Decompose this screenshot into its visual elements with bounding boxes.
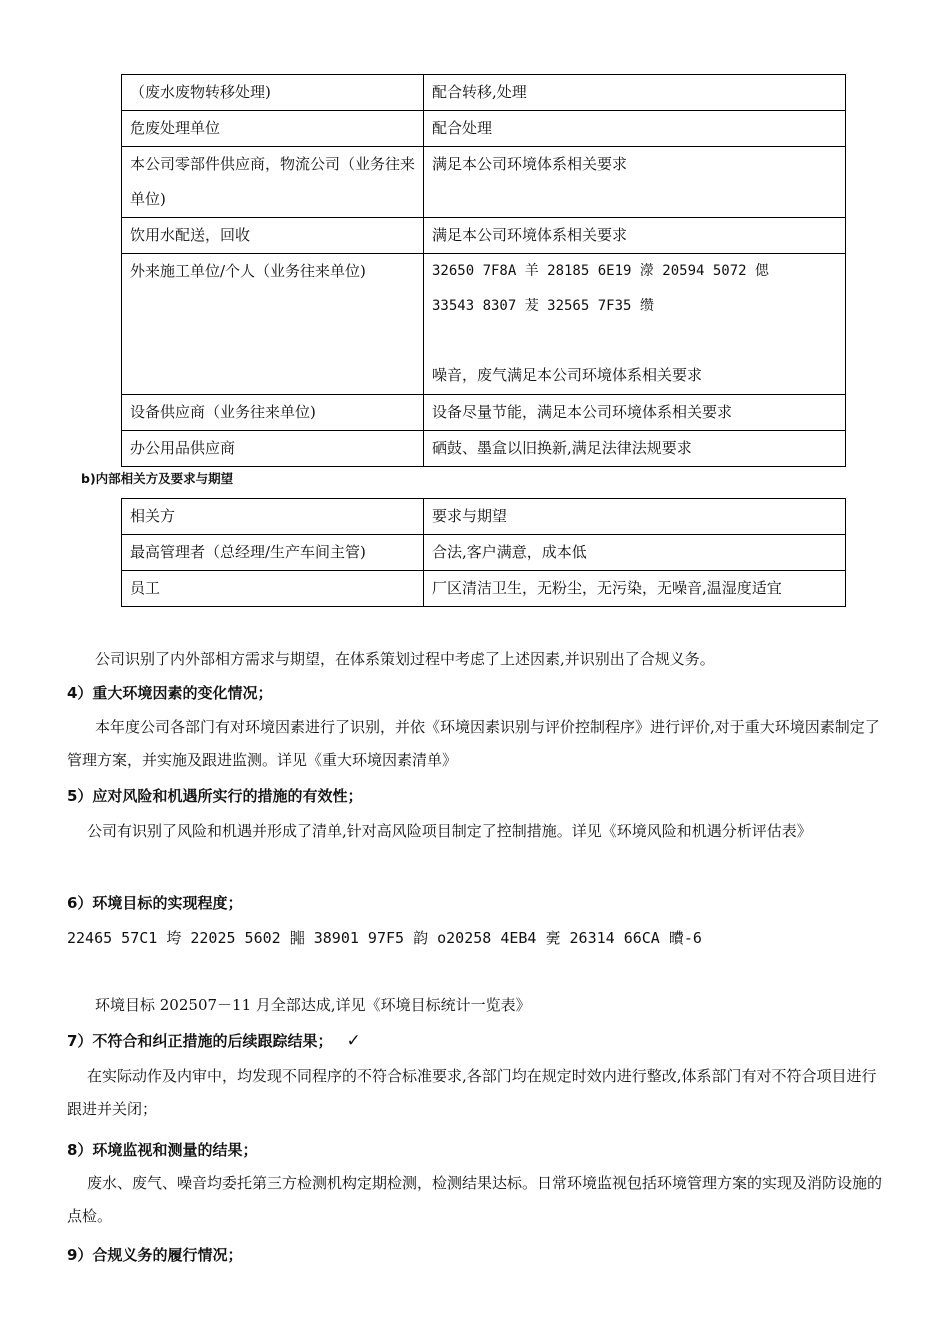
requirement-cell: 配合处理: [424, 111, 846, 147]
section-body: 本年度公司各部门有对环境因素进行了识别，并依《环境因素识别与评价控制程序》进行评价,对于重大环境因素制定了管理方案，并实施及跟进监测。详见《重大环境因素清单》: [67, 718, 880, 769]
party-cell: 最高管理者（总经理/生产车间主管): [122, 535, 424, 571]
section-heading: 6）环境目标的实现程度；: [67, 894, 243, 912]
table-row: [122, 111, 846, 147]
section-heading: b)内部相关方及要求与期望: [81, 471, 234, 486]
table-row: [122, 75, 846, 111]
section-body: 在实际动作及内审中，均发现不同程序的不符合标准要求,各部门均在规定时效内进行整改,体系部门有对不符合项目进行跟进并关闭；: [67, 1067, 877, 1118]
summary-text: 公司识别了内外部相方需求与期望，在体系策划过程中考虑了上述因素,并识别出了合规义务。: [95, 650, 715, 668]
section-heading: 9）合规义务的履行情况；: [67, 1246, 243, 1264]
code-line: 22465 57C1 垮 22025 5602 嘂 38901 97F5 韵 o20258 4EB4 亴 26314 66CA 曊-6: [67, 929, 702, 947]
table-header-row: [122, 499, 846, 535]
table-row: [122, 431, 846, 467]
table-row: [122, 571, 846, 607]
party-cell: 危废处理单位: [122, 111, 424, 147]
requirement-cell: 满足本公司环境体系相关要求: [424, 218, 846, 254]
table-row: [122, 395, 846, 431]
party-cell: 外来施工单位/个人（业务往来单位): [122, 254, 424, 395]
checkmark-icon: ✓: [346, 1031, 361, 1051]
requirement-cell: [424, 254, 846, 395]
requirement-cell: 硒鼓、墨盒以旧换新,满足法律法规要求: [424, 431, 846, 467]
party-cell: 办公用品供应商: [122, 431, 424, 467]
party-cell: 饮用水配送，回收: [122, 218, 424, 254]
column-header: 相关方: [122, 499, 424, 535]
section-body: 废水、废气、噪音均委托第三方检测机构定期检测，检测结果达标。日常环境监视包括环境管理方案的实现及消防设施的点检。: [67, 1174, 883, 1225]
external-parties-table: [121, 74, 846, 467]
party-cell: 员工: [122, 571, 424, 607]
table-row: [122, 254, 846, 395]
section-heading: 8）环境监视和测量的结果；: [67, 1141, 258, 1159]
code-line: 32650 7F8A 羊 28185 6E19 濴 20594 5072 偲: [432, 263, 770, 279]
internal-parties-table: [121, 498, 846, 607]
section-heading: 4）重大环境因素的变化情况；: [67, 684, 273, 702]
party-cell: 本公司零部件供应商，物流公司（业务往来单位): [122, 147, 424, 218]
table-row: [122, 147, 846, 218]
section-heading: 5）应对风险和机遇所实行的措施的有效性；: [67, 787, 363, 805]
section-heading: [67, 1029, 361, 1053]
requirement-cell: 厂区清洁卫生，无粉尘，无污染，无噪音,温湿度适宜: [424, 571, 846, 607]
requirement-cell: 满足本公司环境体系相关要求: [424, 147, 846, 218]
requirement-cell: 设备尽量节能，满足本公司环境体系相关要求: [424, 395, 846, 431]
requirement-cell: 配合转移,处理: [424, 75, 846, 111]
table-row: [122, 218, 846, 254]
heading-text: 7）不符合和纠正措施的后续跟踪结果；: [67, 1032, 333, 1050]
party-cell: （废水废物转移处理): [122, 75, 424, 111]
requirement-text: 噪音，废气满足本公司环境体系相关要求: [432, 366, 703, 384]
section-body: 公司有识别了风险和机遇并形成了清单,针对高风险项目制定了控制措施。详见《环境风险和机遇分析评估表》: [87, 822, 812, 840]
code-line: 33543 8307 茇 32565 7F35 缵: [432, 298, 654, 314]
table-row: [122, 535, 846, 571]
requirement-cell: 合法,客户满意，成本低: [424, 535, 846, 571]
party-cell: 设备供应商（业务往来单位): [122, 395, 424, 431]
section-body: 环境目标 202507－11 月全部达成,详见《环境目标统计一览表》: [95, 996, 531, 1014]
column-header: 要求与期望: [424, 499, 846, 535]
